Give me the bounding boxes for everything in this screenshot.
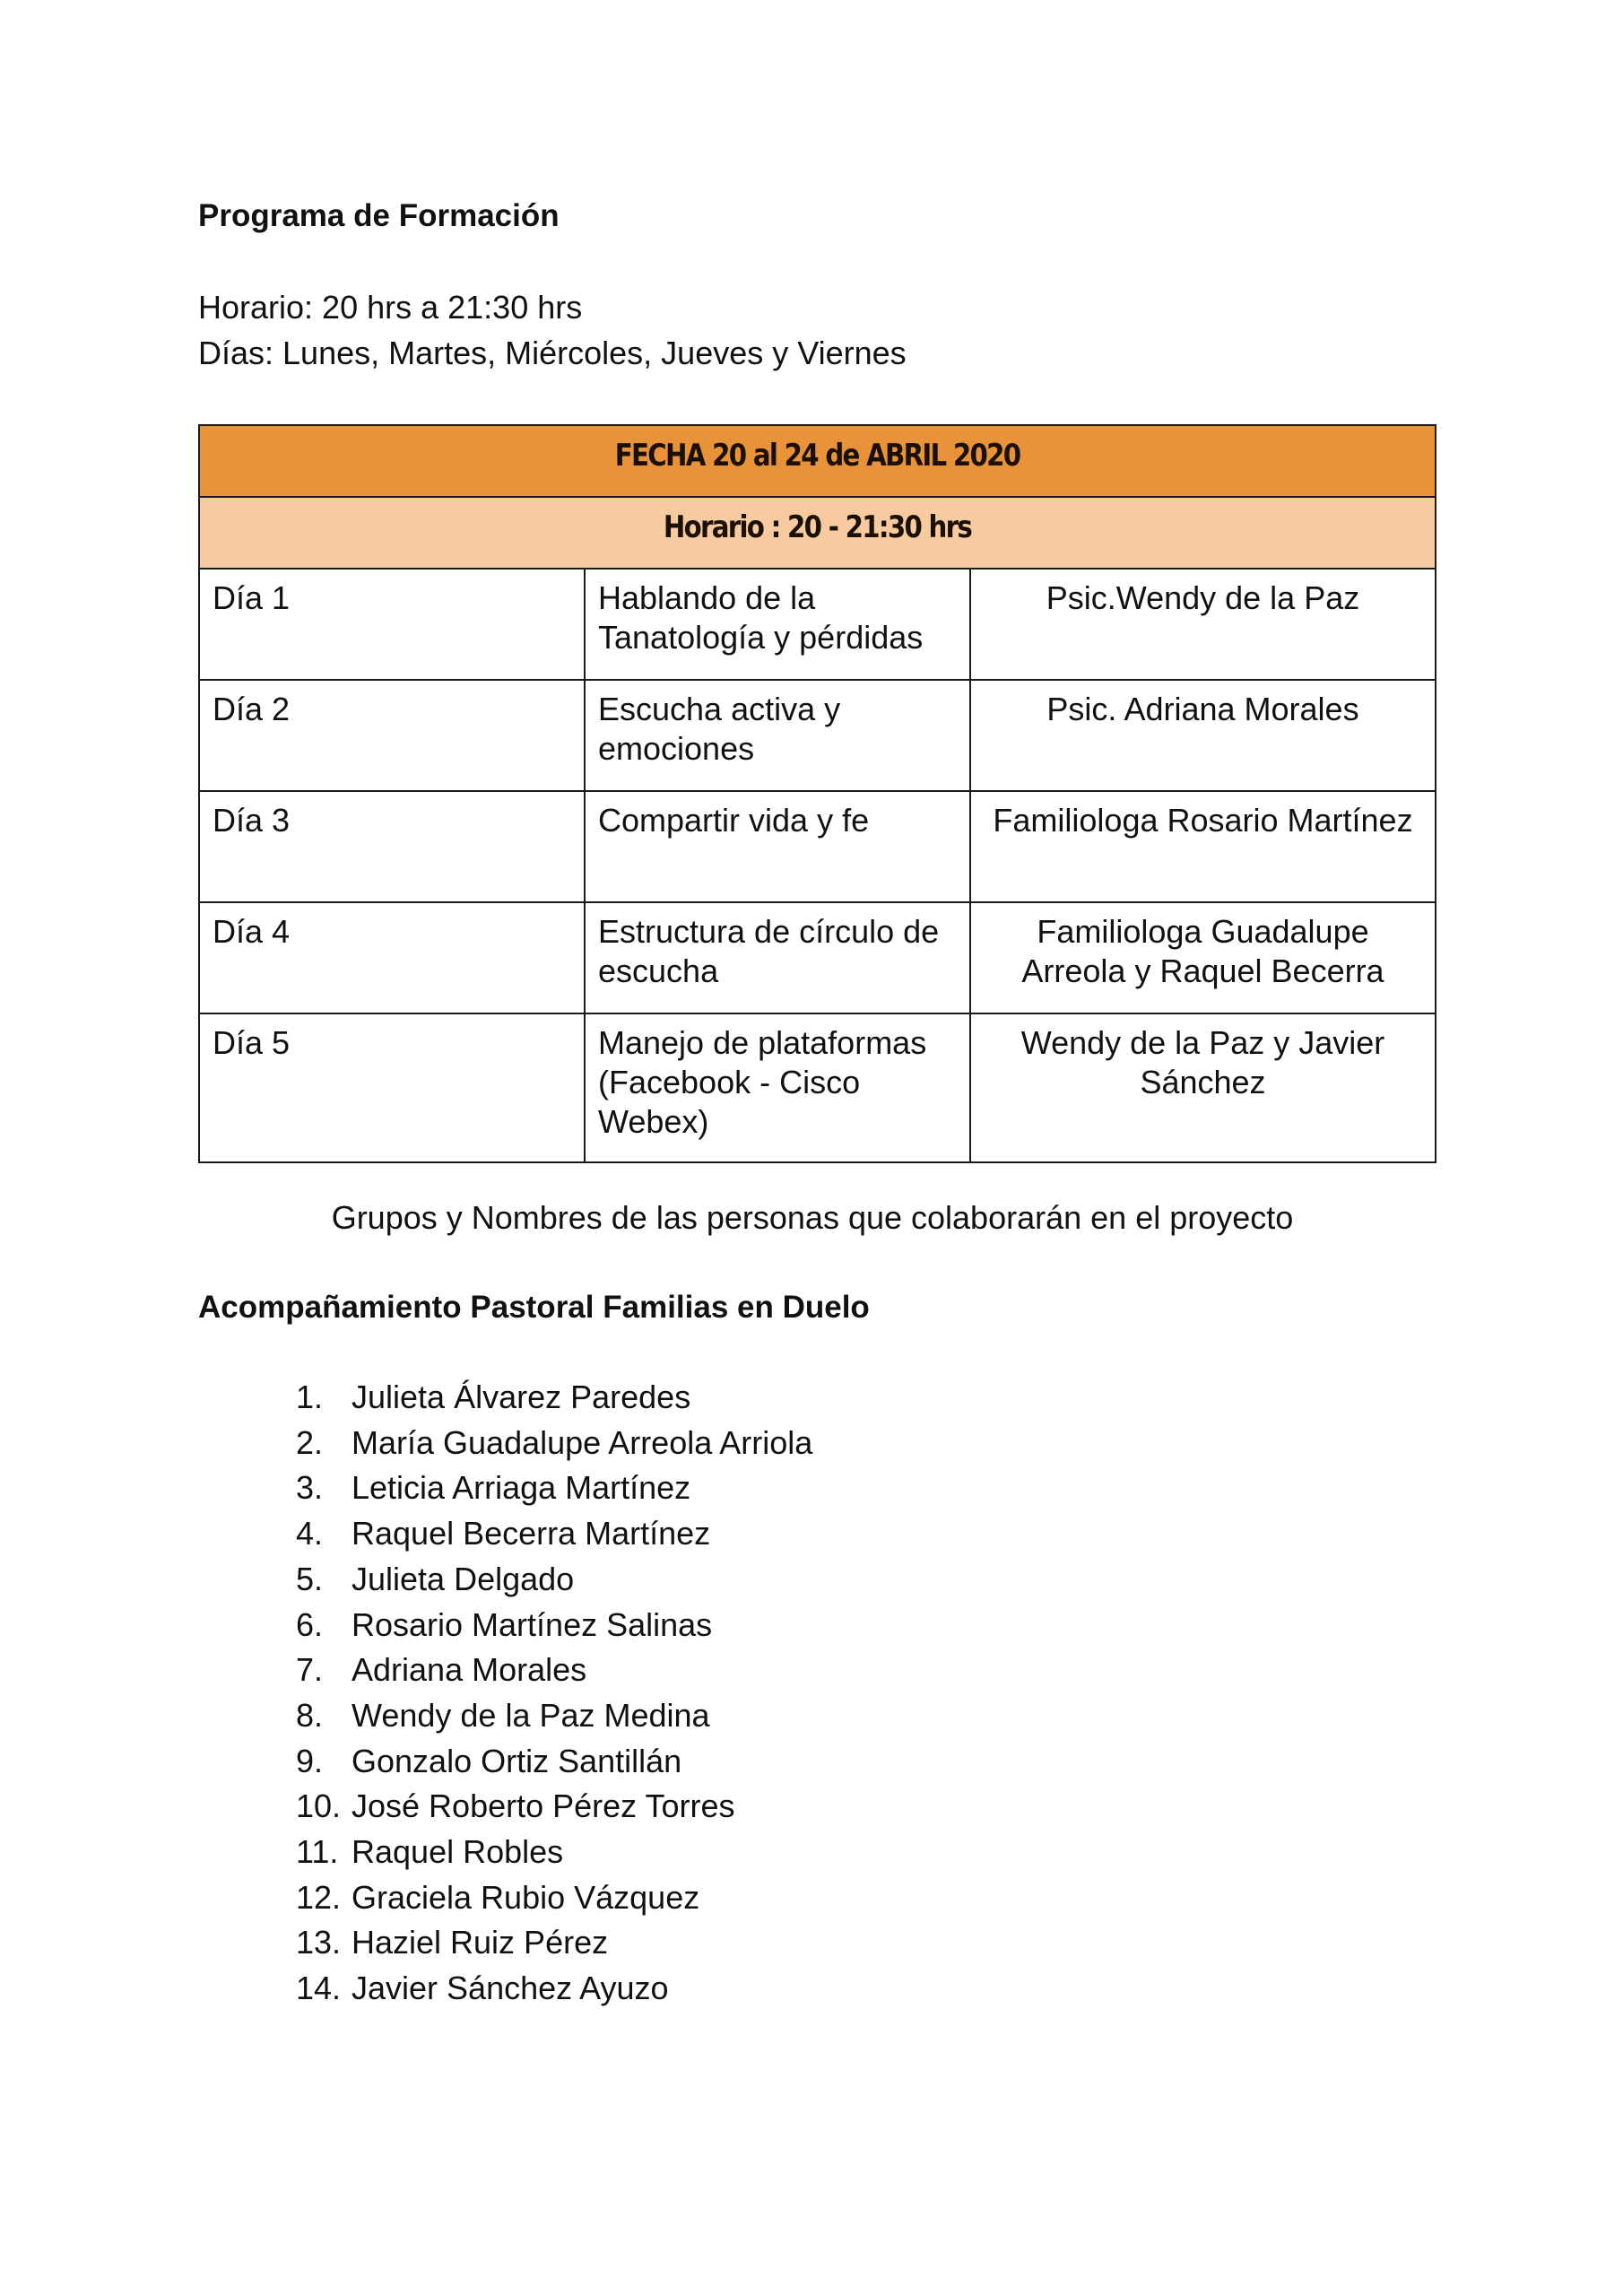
collaborator-name: Julieta Álvarez Paredes xyxy=(352,1378,691,1415)
collaborator-name: Leticia Arriaga Martínez xyxy=(352,1469,691,1507)
list-number: 2. xyxy=(296,1423,324,1461)
table-row xyxy=(199,569,1436,680)
list-item xyxy=(296,1421,812,1466)
topic-cell: Estructura de círculo de escucha xyxy=(585,902,970,1013)
speaker-cell: Familiologa Rosario Martínez xyxy=(970,791,1436,902)
collaborator-name: José Roberto Pérez Torres xyxy=(352,1787,735,1825)
day-cell: Día 1 xyxy=(199,569,585,680)
list-item xyxy=(296,1557,812,1603)
document-title: Programa de Formación xyxy=(198,198,560,233)
collaborator-name: Rosario Martínez Salinas xyxy=(352,1605,713,1643)
list-item xyxy=(296,1739,812,1785)
list-item xyxy=(296,1966,812,2012)
topic-cell: Compartir vida y fe xyxy=(585,791,970,902)
list-number: 3. xyxy=(296,1469,324,1507)
collaborator-name: Raquel Robles xyxy=(352,1833,564,1871)
table-header-date-cell xyxy=(199,425,1436,497)
schedule-days-line: Días: Lunes, Martes, Miércoles, Jueves y Viernes xyxy=(198,335,907,371)
list-number: 6. xyxy=(296,1605,324,1643)
speaker-cell: Wendy de la Paz y Javier Sánchez xyxy=(970,1013,1436,1162)
collaborator-name: Wendy de la Paz Medina xyxy=(352,1696,710,1734)
table-row xyxy=(199,680,1436,791)
day-cell: Día 4 xyxy=(199,902,585,1013)
table-header-time: Horario : 20 - 21:30 hrs xyxy=(663,509,972,545)
schedule-hours-line: Horario: 20 hrs a 21:30 hrs xyxy=(198,289,583,326)
list-item xyxy=(296,1375,812,1421)
list-item xyxy=(296,1603,812,1648)
list-number: 7. xyxy=(296,1651,324,1689)
speaker-cell: Familiologa Guadalupe Arreola y Raquel Becerra xyxy=(970,902,1436,1013)
list-item xyxy=(296,1875,812,1921)
collaborator-name: Julieta Delgado xyxy=(352,1560,575,1597)
list-number: 1. xyxy=(296,1378,324,1415)
collaborator-name: Javier Sánchez Ayuzo xyxy=(352,1970,669,2007)
list-number: 8. xyxy=(296,1696,324,1734)
table-row xyxy=(199,791,1436,902)
list-item xyxy=(296,1920,812,1966)
table-header-date-row xyxy=(199,425,1436,497)
speaker-cell: Psic. Adriana Morales xyxy=(970,680,1436,791)
table-header-time-cell xyxy=(199,497,1436,569)
speaker-cell: Psic.Wendy de la Paz xyxy=(970,569,1436,680)
day-cell: Día 5 xyxy=(199,1013,585,1162)
collaborator-name: Haziel Ruiz Pérez xyxy=(352,1924,609,1961)
collaborator-name: Graciela Rubio Vázquez xyxy=(352,1878,700,1916)
list-number: 13. xyxy=(296,1924,342,1961)
groups-caption: Grupos y Nombres de las personas que colaborarán en el proyecto xyxy=(331,1199,1294,1236)
collaborator-name: Gonzalo Ortiz Santillán xyxy=(352,1742,682,1779)
list-item xyxy=(296,1830,812,1875)
list-number: 4. xyxy=(296,1515,324,1552)
list-number: 14. xyxy=(296,1970,342,2007)
table-row xyxy=(199,1013,1436,1162)
day-cell: Día 3 xyxy=(199,791,585,902)
day-cell: Día 2 xyxy=(199,680,585,791)
collaborator-name: Raquel Becerra Martínez xyxy=(352,1515,711,1552)
list-number: 12. xyxy=(296,1878,342,1916)
list-number: 5. xyxy=(296,1560,324,1597)
collaborator-name: María Guadalupe Arreola Arriola xyxy=(352,1423,813,1461)
topic-cell: Escucha activa y emociones xyxy=(585,680,970,791)
list-item xyxy=(296,1465,812,1511)
topic-cell: Hablando de la Tanatología y pérdidas xyxy=(585,569,970,680)
collaborator-name: Adriana Morales xyxy=(352,1651,587,1689)
list-number: 11. xyxy=(296,1833,339,1871)
list-item xyxy=(296,1784,812,1830)
table-header-date: FECHA 20 al 24 de ABRIL 2020 xyxy=(614,438,1020,474)
collaborators-list xyxy=(296,1375,812,2012)
table-header-time-row xyxy=(199,497,1436,569)
list-item xyxy=(296,1511,812,1557)
topic-cell: Manejo de plataformas (Facebook - Cisco Webex) xyxy=(585,1013,970,1162)
list-item xyxy=(296,1693,812,1739)
training-schedule-table xyxy=(198,424,1436,1163)
section-title: Acompañamiento Pastoral Familias en Duelo xyxy=(198,1290,870,1325)
list-number: 10. xyxy=(296,1787,342,1825)
list-number: 9. xyxy=(296,1742,324,1779)
table-row xyxy=(199,902,1436,1013)
list-item xyxy=(296,1648,812,1693)
